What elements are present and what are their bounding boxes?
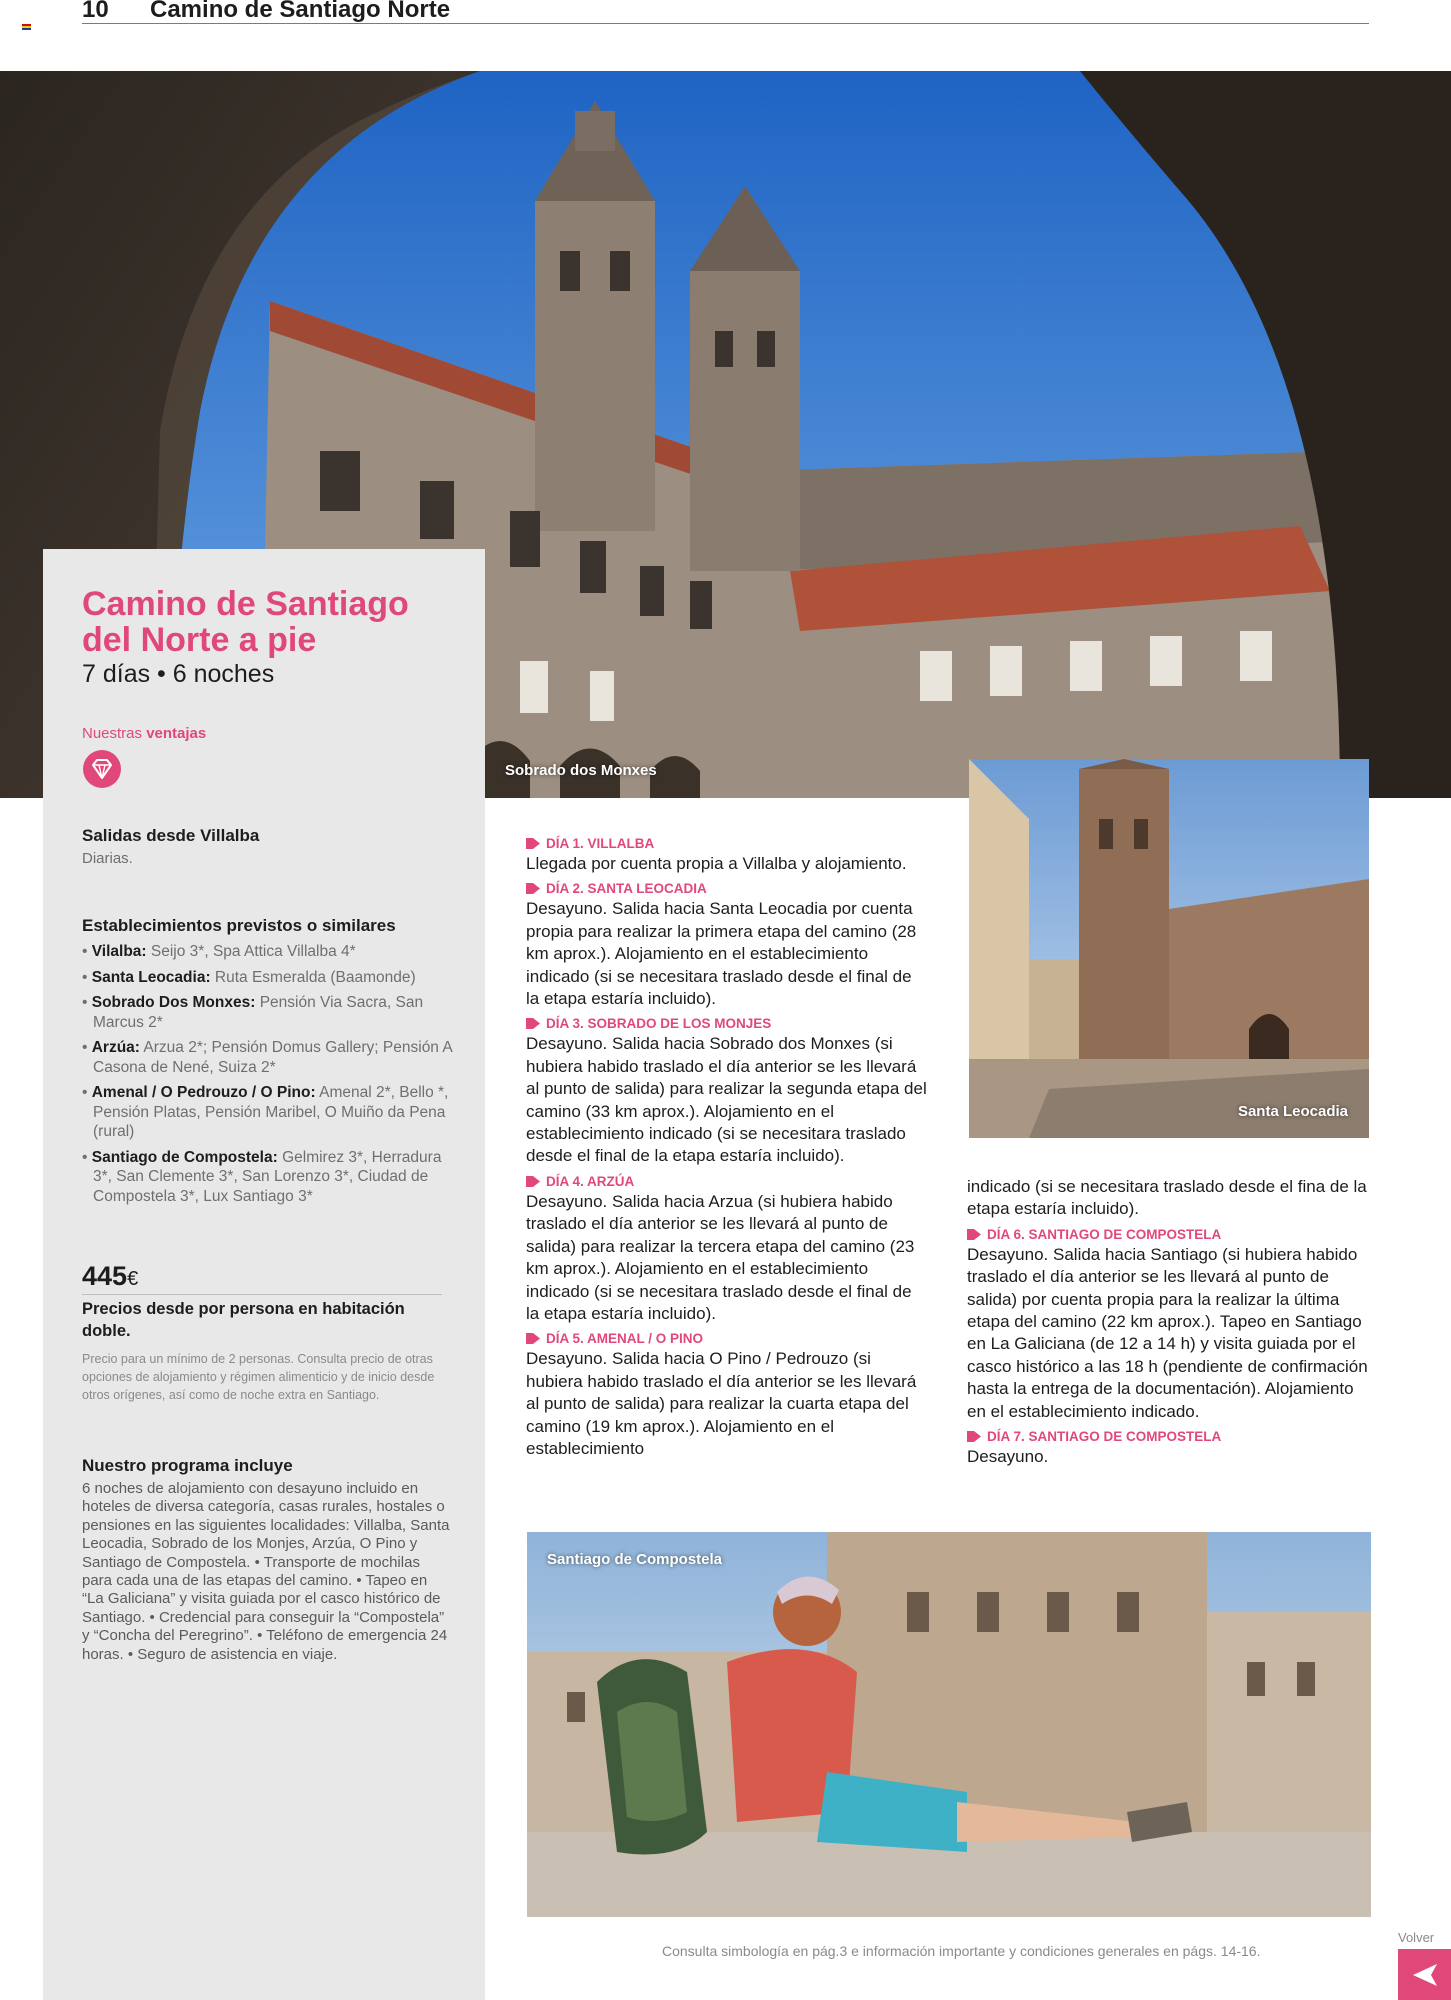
day-heading [526,836,928,851]
day-text: Desayuno. [967,1447,1049,1467]
advantages-bold: ventajas [146,725,207,742]
day-text: Llegada por cuenta propia a Villalba y alojamiento. [526,854,907,873]
establishment-hotels: Arzua 2*; Pensión Domus Gallery; Pensión A Casona de Nené, Suiza 2* [93,1039,452,1076]
day-title: DÍA 2. SANTA LEOCADIA [546,881,707,897]
day-title: DÍA 5. AMENAL / O PINO [546,1331,704,1347]
back-button[interactable] [1398,1949,1451,2000]
diamond-icon [82,749,122,789]
included-heading: Nuestro programa incluye [82,1456,293,1475]
day-marker-icon [526,1018,540,1029]
flag-icon [22,24,31,32]
day-text: Desayuno. Salida hacia O Pino / Pedrouzo (si hubiera habido traslado el día anterior se les llevará al punto de salida) para realizar la cuarta etapa del camino (19 km aprox.). Alojamiento en el establecimiento [526,1349,917,1458]
departures-text: Diarias. [82,850,133,867]
establishment-place: Amenal / O Pedrouzo / O Pino: [91,1084,316,1101]
photo-santa-leocadia [969,759,1369,1138]
establishment-hotels: Pensión Via Sacra, San Marcus 2* [93,994,424,1031]
price-amount [82,1261,138,1291]
establishment-hotels: Amenal 2*, Bello *, Pensión Platas, Pensión Maribel, O Muiño da Pena (rural) [93,1084,449,1140]
page-number: 10 [82,0,109,23]
leocadia-caption: Santa Leocadia [1237,1103,1348,1120]
departures-block [82,826,442,867]
day-heading [526,1331,928,1346]
day-text: Desayuno. Salida hacia Sobrado dos Monxes (si hubiera habido traslado el día anterior se les llevará al punto de salida) para realizar la segunda etapa del camino (33 km aprox.). Alojamiento en el establecimiento indicado (si se necesitara traslado desde el final de la etapa estaría incluido). [526,1034,927,1166]
photo-santiago [527,1532,1371,1917]
day-heading [967,1429,1369,1444]
advantages-label [82,725,206,742]
day-marker-icon [967,1431,981,1442]
establishments-block [82,916,452,1212]
hero-caption: Sobrado dos Monxes [505,762,657,779]
back-arrow-icon [1411,1962,1439,1988]
establishment-item: • Sobrado Dos Monxes: Pensión Via Sacra, San Marcus 2* [82,994,424,1031]
establishment-place: Santiago de Compostela: [91,1148,278,1166]
day-marker-icon [967,1229,981,1240]
footer-note: Consulta simbología en pág.3 e información importante y condiciones generales en págs. 14-16. [662,1943,1261,1959]
establishment-item: • Arzúa: Arzua 2*; Pensión Domus Gallery; Pensión A Casona de Nené, Suiza 2* [82,1039,452,1076]
day-title: DÍA 3. SOBRADO DE LOS MONJES [546,1016,772,1032]
back-label: Volver [1398,1930,1435,1945]
day-heading [526,1016,928,1031]
day-marker-icon [526,1176,540,1187]
trip-duration: 7 días • 6 noches [82,660,275,688]
page-title: Camino de Santiago del Norte a pie [82,585,409,659]
advantages-prefix: Nuestras [82,725,143,742]
establishment-item: • Santiago de Compostela: Gelmirez 3*, Herradura 3*, San Clemente 3*, San Lorenzo 3*, Ciudad de Compostela 3*, Lux Santiago 3* [82,1148,442,1205]
header-divider [82,23,1369,24]
establishments-heading: Establecimientos previstos o similares [82,916,396,935]
day-text-continuation: indicado (si se necesitara traslado desde el fina de la etapa estaría incluido). [967,1177,1367,1219]
departures-heading: Salidas desde Villalba [82,826,260,845]
establishment-hotels: Ruta Esmeralda (Baamonde) [214,968,416,986]
establishment-place: Sobrado Dos Monxes: [91,994,256,1011]
day-heading [526,881,928,896]
price-row [82,1261,442,1295]
establishment-place: Arzúa: [91,1039,140,1056]
day-marker-icon [526,883,540,894]
price-heading: Precios desde por persona en habitación doble. [82,1300,405,1340]
day-text: Desayuno. Salida hacia Santiago (si hubiera habido traslado el día anterior se les llevará al punto de salida) por cuenta propia para la realizar la última etapa del camino (22 km aprox.). Tapeo en Santiago en La Galiciana (de 12 a 14 h) y visita guiada por el casco histórico a las 18 h (pendiente de confirmación hasta la entrega de la documentación). Alojamiento en el establecimiento indicado. [967,1244,1368,1421]
itinerary-column-2 [967,1176,1369,1468]
establishment-place: Vilalba: [91,943,147,960]
day-marker-icon [526,838,540,849]
establishment-item: • Vilalba: Seijo 3*, Spa Attica Villalba 4* [82,943,356,960]
itinerary-column-1 [526,836,928,1460]
santiago-caption: Santiago de Compostela [547,1551,723,1568]
establishment-hotels: Gelmirez 3*, Herradura 3*, San Clemente 3*, San Lorenzo 3*, Ciudad de Compostela 3*, Lux Santiago 3* [93,1148,442,1205]
establishment-hotels: Seijo 3*, Spa Attica Villalba 4* [150,943,356,960]
day-marker-icon [526,1333,540,1344]
day-heading [526,1174,928,1189]
day-title: DÍA 4. ARZÚA [546,1173,635,1189]
day-title: DÍA 6. SANTIAGO DE COMPOSTELA [987,1226,1222,1242]
day-text: Desayuno. Salida hacia Arzua (si hubiera habido traslado el día anterior se les llevará al punto de salida) para realizar la tercera etapa del camino (23 km aprox.). Alojamiento en el establecimiento indicado (si se necesitara traslado desde el final de la etapa estaría incluido). [526,1191,915,1323]
day-text: Desayuno. Salida hacia Santa Leocadia por cuenta propia para realizar la primera etapa del camino (28 km aprox.). Alojamiento en el establecimiento indicado (si se necesitara traslado desde el final de la etapa estaría incluido). [526,899,917,1009]
establishments-list [82,942,452,1206]
day-title: DÍA 7. SANTIAGO DE COMPOSTELA [987,1429,1222,1445]
day-heading [967,1227,1369,1242]
establishment-place: Santa Leocadia: [91,968,211,986]
section-title: Camino de Santiago Norte [150,0,451,23]
establishment-item: • Amenal / O Pedrouzo / O Pino: Amenal 2*, Bello *, Pensión Platas, Pensión Maribel, O Muiño da Pena (rural) [82,1084,449,1140]
day-title: DÍA 1. VILLALBA [546,836,655,851]
establishment-item: • Santa Leocadia: Ruta Esmeralda (Baamonde) [82,968,416,986]
price-note: Precio para un mínimo de 2 personas. Consulta precio de otras opciones de alojamiento y régimen alimenticio y de inicio desde otros orígenes, así como de noche extra en Santiago. [82,1352,435,1402]
price-value: 445 [82,1261,128,1291]
price-currency: € [127,1268,139,1290]
included-text: 6 noches de alojamiento con desayuno incluido en hoteles de diversa categoría, casas rurales, hostales o pensiones en las siguientes localidades: Villalba, Santa Leocadia, Sobrado de los Monjes, Arzúa, O Pino y Santiago de Compostela. • Transporte de mochilas para cada una de las etapas del camino. • Tapeo en “La Galiciana” y visita guiada por el casco histórico de Santiago. • Credencial para conseguir la “Compostela” y “Concha del Peregrino”. • Teléfono de emergencia 24 horas. • Seguro de asistencia en viaje. [82,1480,450,1663]
